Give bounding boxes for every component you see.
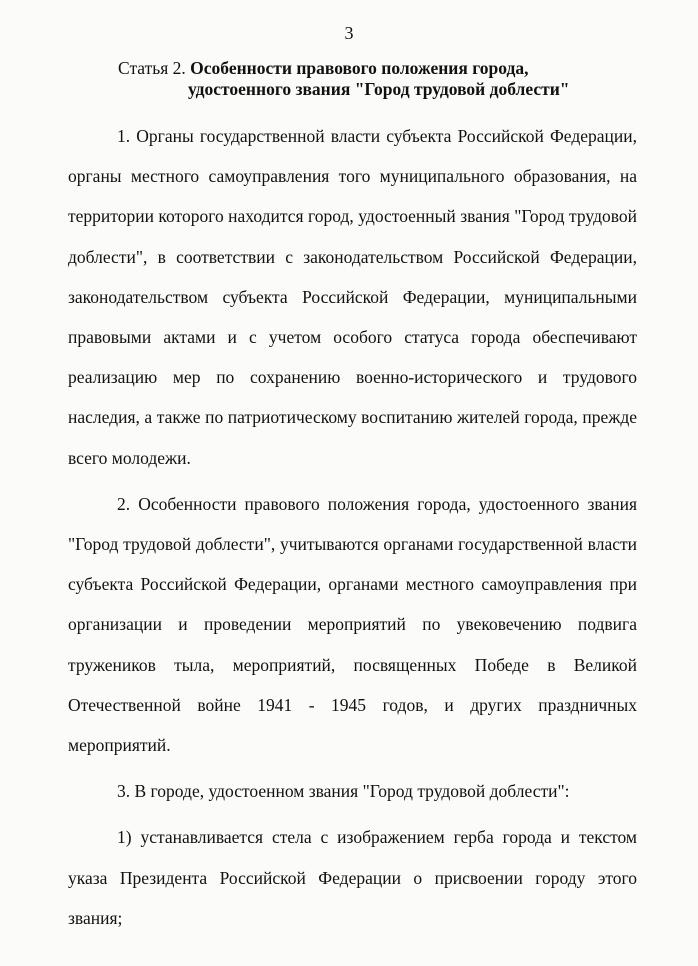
article-label: Статья 2. <box>118 58 186 78</box>
paragraph-2: 2. Особенности правового положения города, удостоенного звания "Город трудовой доблести", учитываются органами государственной власти субъекта Российской Федерации, органами местного самоуправления при организации и проведении мероприятий по увековечению подвига тружеников тыла, мероприятий, посвященных Победе в Великой Отечественной войне 1941 - 1945 годов, и других праздничных мероприятий. <box>68 493 637 756</box>
article-body <box>68 116 637 944</box>
page-number: 3 <box>344 23 354 43</box>
paragraph-3: 3. В городе, удостоенном звания "Город трудовой доблести": <box>117 781 570 802</box>
article-title-line-2: удостоенного звания "Город трудовой доблести" <box>188 79 570 99</box>
article-heading <box>118 58 638 100</box>
paragraph-1: 1. Органы государственной власти субъекта Российской Федерации, органы местного самоуправления того муниципального образования, на территории которого находится город, удостоенный звания "Город трудовой доблести", в соответствии с законодательством Российской Федерации, законодательством субъекта Российской Федерации, муниципальными правовыми актами и с учетом особого статуса города обеспечивают реализацию мер по сохранению военно-исторического и трудового наследия, а также по патриотическому воспитанию жителей города, прежде всего молодежи. <box>68 126 637 468</box>
article-title-line-1: Особенности правового положения города, <box>190 58 529 78</box>
paragraph-3-item-1: 1) устанавливается стела с изображением герба города и текстом указа Президента Российской Федерации о присвоении городу этого звания; <box>68 827 637 928</box>
